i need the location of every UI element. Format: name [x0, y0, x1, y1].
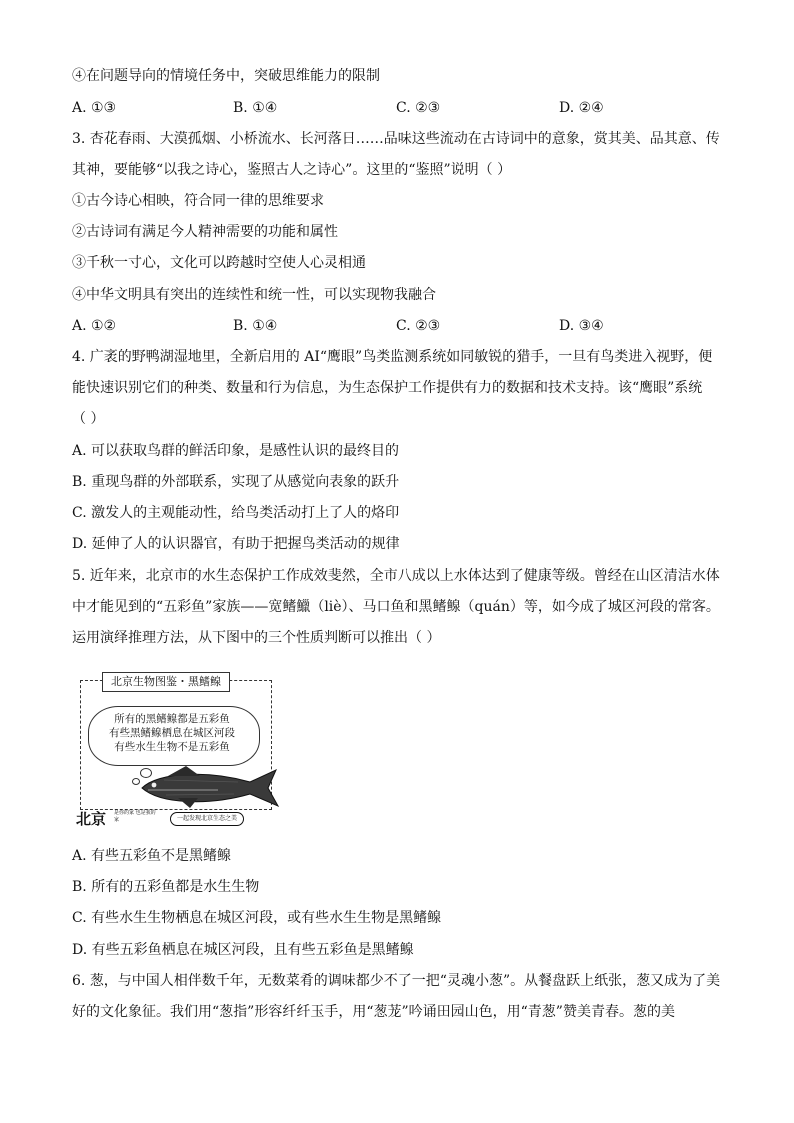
- q2-option-b: B. ①④: [233, 100, 278, 116]
- q4-stem-line-3: （ ）: [72, 411, 105, 427]
- q3-option-a: A. ①②: [72, 318, 117, 334]
- q4-choice-d: D. 延伸了人的认识器官，有助于把握鸟类活动的规律: [72, 536, 400, 552]
- q4-stem-line-2: 能快速识别它们的种类、数量和行为信息，为生态保护工作提供有力的数据和技术支持。该“鹰眼”系统: [72, 380, 703, 396]
- cloud-statement-2: 有些黑鳍鳈栖息在城区河段: [109, 727, 235, 739]
- q5-choice-b: B. 所有的五彩鱼都是水生生物: [72, 879, 260, 895]
- q4-choice-b: B. 重现鸟群的外部联系，实现了从感觉向表象的跃升: [72, 474, 400, 490]
- fish-poster-figure: [74, 672, 284, 834]
- q5-choice-a: A. 有些五彩鱼不是黑鳍鳈: [72, 848, 232, 864]
- q3-option-b: B. ①④: [233, 318, 278, 334]
- cloud-statement-1: 所有的黑鳍鳈都是五彩鱼: [114, 713, 230, 725]
- beijing-slogan: 是你的家 也是我的家: [114, 810, 156, 823]
- q5-stem-line-3: 运用演绎推理方法，从下图中的三个性质判断可以推出（ ）: [72, 630, 441, 646]
- q2-option-c: C. ②③: [396, 100, 441, 116]
- eco-banner: 一起发现北京生态之美: [170, 812, 244, 826]
- q3-item-3: ③千秋一寸心，文化可以跨越时空使人心灵相通: [72, 255, 366, 271]
- q2-options: [72, 98, 732, 118]
- cloud-statement-3: 有些水生生物不是五彩鱼: [114, 741, 230, 753]
- fish-illustration: [138, 764, 282, 810]
- beijing-logo: 北京: [76, 810, 107, 828]
- q3-item-1: ①古今诗心相映，符合同一律的思维要求: [72, 193, 324, 209]
- q6-stem-line-1: 6. 葱，与中国人相伴数千年，无数菜肴的调味都少不了一把“灵魂小葱”。从餐盘跃上纸张，葱又成为了美: [72, 973, 721, 989]
- q4-choice-a: A. 可以获取鸟群的鲜活印象，是感性认识的最终目的: [72, 443, 400, 459]
- q5-choice-c: C. 有些水生生物栖息在城区河段，或有些水生生物是黑鳍鳈: [72, 910, 442, 926]
- q3-stem-line-1: 3. 杏花春雨、大漠孤烟、小桥流水、长河落日……品味这些流动在古诗词中的意象，赏其美、品其意、传: [72, 131, 720, 147]
- q4-choice-c: C. 激发人的主观能动性，给鸟类活动打上了人的烙印: [72, 505, 400, 521]
- q2-option-d: D. ②④: [559, 100, 604, 116]
- q5-stem-line-1: 5. 近年来，北京市的水生态保护工作成效斐然，全市八成以上水体达到了健康等级。曾经在山区清洁水体: [72, 568, 720, 584]
- q3-item-4: ④中华文明具有突出的连续性和统一性，可以实现物我融合: [72, 287, 436, 303]
- q3-item-2: ②古诗词有满足今人精神需要的功能和属性: [72, 224, 338, 240]
- q5-choice-d: D. 有些五彩鱼栖息在城区河段，且有些五彩鱼是黑鳍鳈: [72, 942, 414, 958]
- q6-stem-line-2: 好的文化象征。我们用“葱指”形容纤纤玉手，用“葱茏”吟诵田园山色，用“青葱”赞美青春。葱的美: [72, 1004, 675, 1020]
- q3-option-c: C. ②③: [396, 318, 441, 334]
- q2-item-4: ④在问题导向的情境任务中，突破思维能力的限制: [72, 68, 380, 84]
- q3-options: [72, 316, 732, 336]
- poster-title: 北京生物图鉴・黑鳍鳈: [102, 672, 230, 692]
- q3-stem-line-2: 其神，要能够“以我之诗心，鉴照古人之诗心”。这里的“鉴照”说明（ ）: [72, 162, 512, 178]
- q4-stem-line-1: 4. 广袤的野鸭湖湿地里，全新启用的 AI“鹰眼”鸟类监测系统如同敏锐的猎手，一旦有鸟类进入视野，便: [72, 349, 713, 365]
- q5-stem-line-2: 中才能见到的“五彩鱼”家族——宽鳍鱲（liè）、马口鱼和黑鳍鳈（quán）等，如今成了城区河段的常客。: [72, 599, 720, 615]
- q2-option-a: A. ①③: [72, 100, 117, 116]
- q3-option-d: D. ③④: [559, 318, 604, 334]
